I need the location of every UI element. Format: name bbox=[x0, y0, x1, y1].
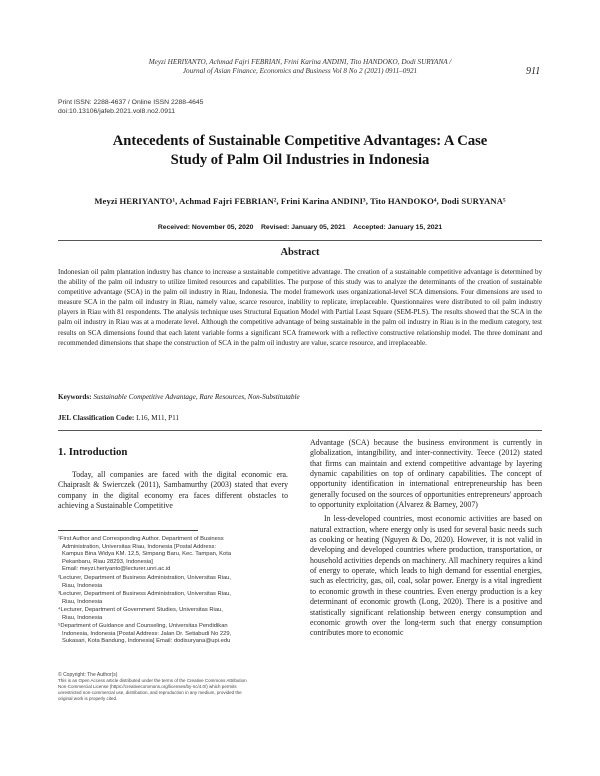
right-column-text bbox=[310, 438, 542, 639]
footnote-5-line: Indonesia, Indonesia [Postal Address: Jalan Dr. Setiabudi No 229, bbox=[62, 630, 232, 637]
paper-title-line-2: Study of Palm Oil Industries in Indonesia bbox=[170, 152, 430, 168]
footnote-2 bbox=[58, 575, 294, 590]
footnote-1-line: Pekanbaru, Riau 28293, Indonesia] bbox=[62, 558, 153, 565]
copyright-notice bbox=[58, 672, 294, 702]
running-header bbox=[120, 58, 480, 76]
issn-block bbox=[58, 98, 203, 116]
submission-dates: Received: November 05, 2020 Revised: January 05, 2021 Accepted: January 15, 2021 bbox=[157, 224, 443, 231]
footnote-2-line: Riau, Indonesia bbox=[62, 582, 103, 589]
footnote-1-line: ¹First Author and Corresponding Author. Department of Business bbox=[58, 536, 224, 542]
copyright-title: © Copyright: The Author(s) bbox=[58, 672, 118, 678]
footnote-1-line: Administration, Universitas Riau, Indonesia [Postal Address: bbox=[62, 543, 217, 550]
license-line: original work is properly cited. bbox=[58, 696, 118, 701]
footnote-4-line: Riau, Indonesia bbox=[62, 614, 103, 621]
footnote-rule bbox=[58, 530, 198, 531]
doi-line[interactable]: doi:10.13106/jafeb.2021.vol8.no2.0911 bbox=[58, 108, 176, 115]
footnote-5-email[interactable]: Sukasari, Kota Bandung, Indonesia] Email: dodisuryana@upi.edu bbox=[62, 638, 231, 645]
footnote-4-line: ⁴Lecturer, Department of Government Studies, Universitas Riau, bbox=[58, 607, 223, 613]
license-line: This is an Open Access article distributed under the terms of the Creative Commons Attribution bbox=[58, 678, 247, 683]
footnote-1-email[interactable]: Email: meyzi.heriyanto@lecturer.unri.ac.id bbox=[62, 566, 171, 573]
page-number: 911 bbox=[526, 66, 541, 77]
license-line: unrestricted non-commercial use, distribution, and reproduction in any medium, provided the bbox=[58, 690, 242, 695]
jel-codes bbox=[58, 414, 542, 422]
paper-title-line-1: Antecedents of Sustainable Competitive Advantages: A Case bbox=[112, 133, 488, 149]
abstract-heading: Abstract bbox=[280, 247, 320, 258]
left-column-text bbox=[58, 470, 288, 511]
intro-paragraph-2: In less-developed countries, most economic activities are based on natural extraction, where energy only is used for several basic needs such as cooking or heating (Nguyen & Do, 2020). However, it is not valid in developing and developed countries where production, transportation, or household activities depends on machinery. All machinery requires a kind of energy to operate, which leads to high demand for essential energies, such as electricity, gas, oil, coal, solar power. Energy is a vital ingredient to economic growth in these countries. Even energy production is a key determinant of economic growth (Long, 2020). There is a positive and statistically significant relationship between energy consumption and economic growth over the long-term such that energy consumption contributes more to economic bbox=[310, 514, 542, 638]
footnote-2-line: ²Lecturer, Department of Business Administration, Universitas Riau, bbox=[58, 575, 232, 581]
issn-line: Print ISSN: 2288-4637 / Online ISSN 2288-4645 bbox=[58, 99, 204, 106]
footnote-1 bbox=[58, 536, 294, 574]
footnote-5 bbox=[58, 623, 294, 646]
abstract-body: Indonesian oil palm plantation industry has chance to increase a sustainable competitive advantage. The creation of a sustainable competitive advantage is determined by the ability of the palm oil industry to utilize limited resources and capabilities. The purpose of this study was to analyze the determinants of the creation of sustainable competitive advantage (SCA) in the palm oil industry in Riau, Indonesia. The model framework uses organizational-level SCA dimensions. Four dimensions are used to measure SCA in the palm oil industry in Riau, namely value, scarce resource, inability to replicate, irreplaceable. Questionnaires were distributed to oil palm industry players in Riau with 81 respondents. The analysis technique uses Structural Equation Model with Partial Least Square (SEM-PLS). The results showed that the SCA in the palm oil industry in Riau was at a moderate level. Although the competitive advantage of being sustainable in the palm oil industry in Riau is in the medium category, test results on SCA dimensions found that each latent variable forms a significant SCA framework with a reflective constructive relationship model. The three dominant and recommended dimensions that shape the construction of SCA in the palm oil industry are value, scarce resource, and irreplaceable. bbox=[58, 268, 542, 347]
footnote-5-line: ⁵Department of Guidance and Counseling, Universitas Pendidikan bbox=[58, 623, 228, 629]
keywords-label: Keywords: bbox=[58, 393, 92, 401]
keywords-text: Sustainable Competitive Advantage, Rare Resources, Non-Substitutable bbox=[91, 393, 300, 401]
running-header-authors: Meyzi HERIYANTO, Achmad Fajri FEBRIAN, Frini Karina ANDINI, Tito HANDOKO, Dodi SURYANA / bbox=[148, 58, 452, 66]
footnote-4 bbox=[58, 607, 294, 622]
intro-paragraph-1: Today, all companies are faced with the digital economic era. Chaipraslt & Swierczek (2011), Sambamurthy (2003) stated that every company in the digital economy era faces different obstacles to achieving a Sustainable Competitive bbox=[58, 470, 288, 511]
jel-text: L16, M11, P11 bbox=[134, 414, 180, 422]
abstract-bottom-rule bbox=[58, 430, 542, 431]
running-header-journal: Journal of Asian Finance, Economics and Business Vol 8 No 2 (2021) 0911–0921 bbox=[182, 67, 418, 75]
keywords bbox=[58, 393, 542, 401]
paper-title bbox=[80, 132, 520, 170]
jel-label: JEL Classification Code: bbox=[58, 414, 135, 422]
footnote-1-line: Kampus Bina Widya KM. 12,5, Simpang Baru, Kec. Tampan, Kota bbox=[62, 551, 232, 558]
footnote-3-line: Riau, Indonesia bbox=[62, 598, 103, 605]
footnote-3-line: ³Lecturer, Department of Business Administration, Universitas Riau, bbox=[58, 591, 232, 597]
license-line[interactable]: Non-Commercial License (https://creativecommons.org/licenses/by-nc/4.0/) which permits bbox=[58, 684, 237, 689]
intro-paragraph-1-continued: Advantage (SCA) because the business environment is currently in globalization, intangibility, and inter-connectivity. Teece (2012) stated that firms can maintain and extend competitive advantage by layering dynamic capabilities on top of ordinary capabilities. The concept of opportunity identification in international entrepreneurship has been generally focused on the sources of opportunities entrepreneurs' approach to opportunity exploitation (Alvarez & Barney, 2007) bbox=[310, 438, 542, 510]
section-heading-introduction: 1. Introduction bbox=[58, 446, 128, 458]
abstract-top-rule bbox=[58, 240, 542, 241]
footnote-3 bbox=[58, 591, 294, 606]
author-list: Meyzi HERIYANTO¹, Achmad Fajri FEBRIAN², Frini Karina ANDINI³, Tito HANDOKO⁴, Dodi SURYANA⁵ bbox=[94, 196, 506, 206]
